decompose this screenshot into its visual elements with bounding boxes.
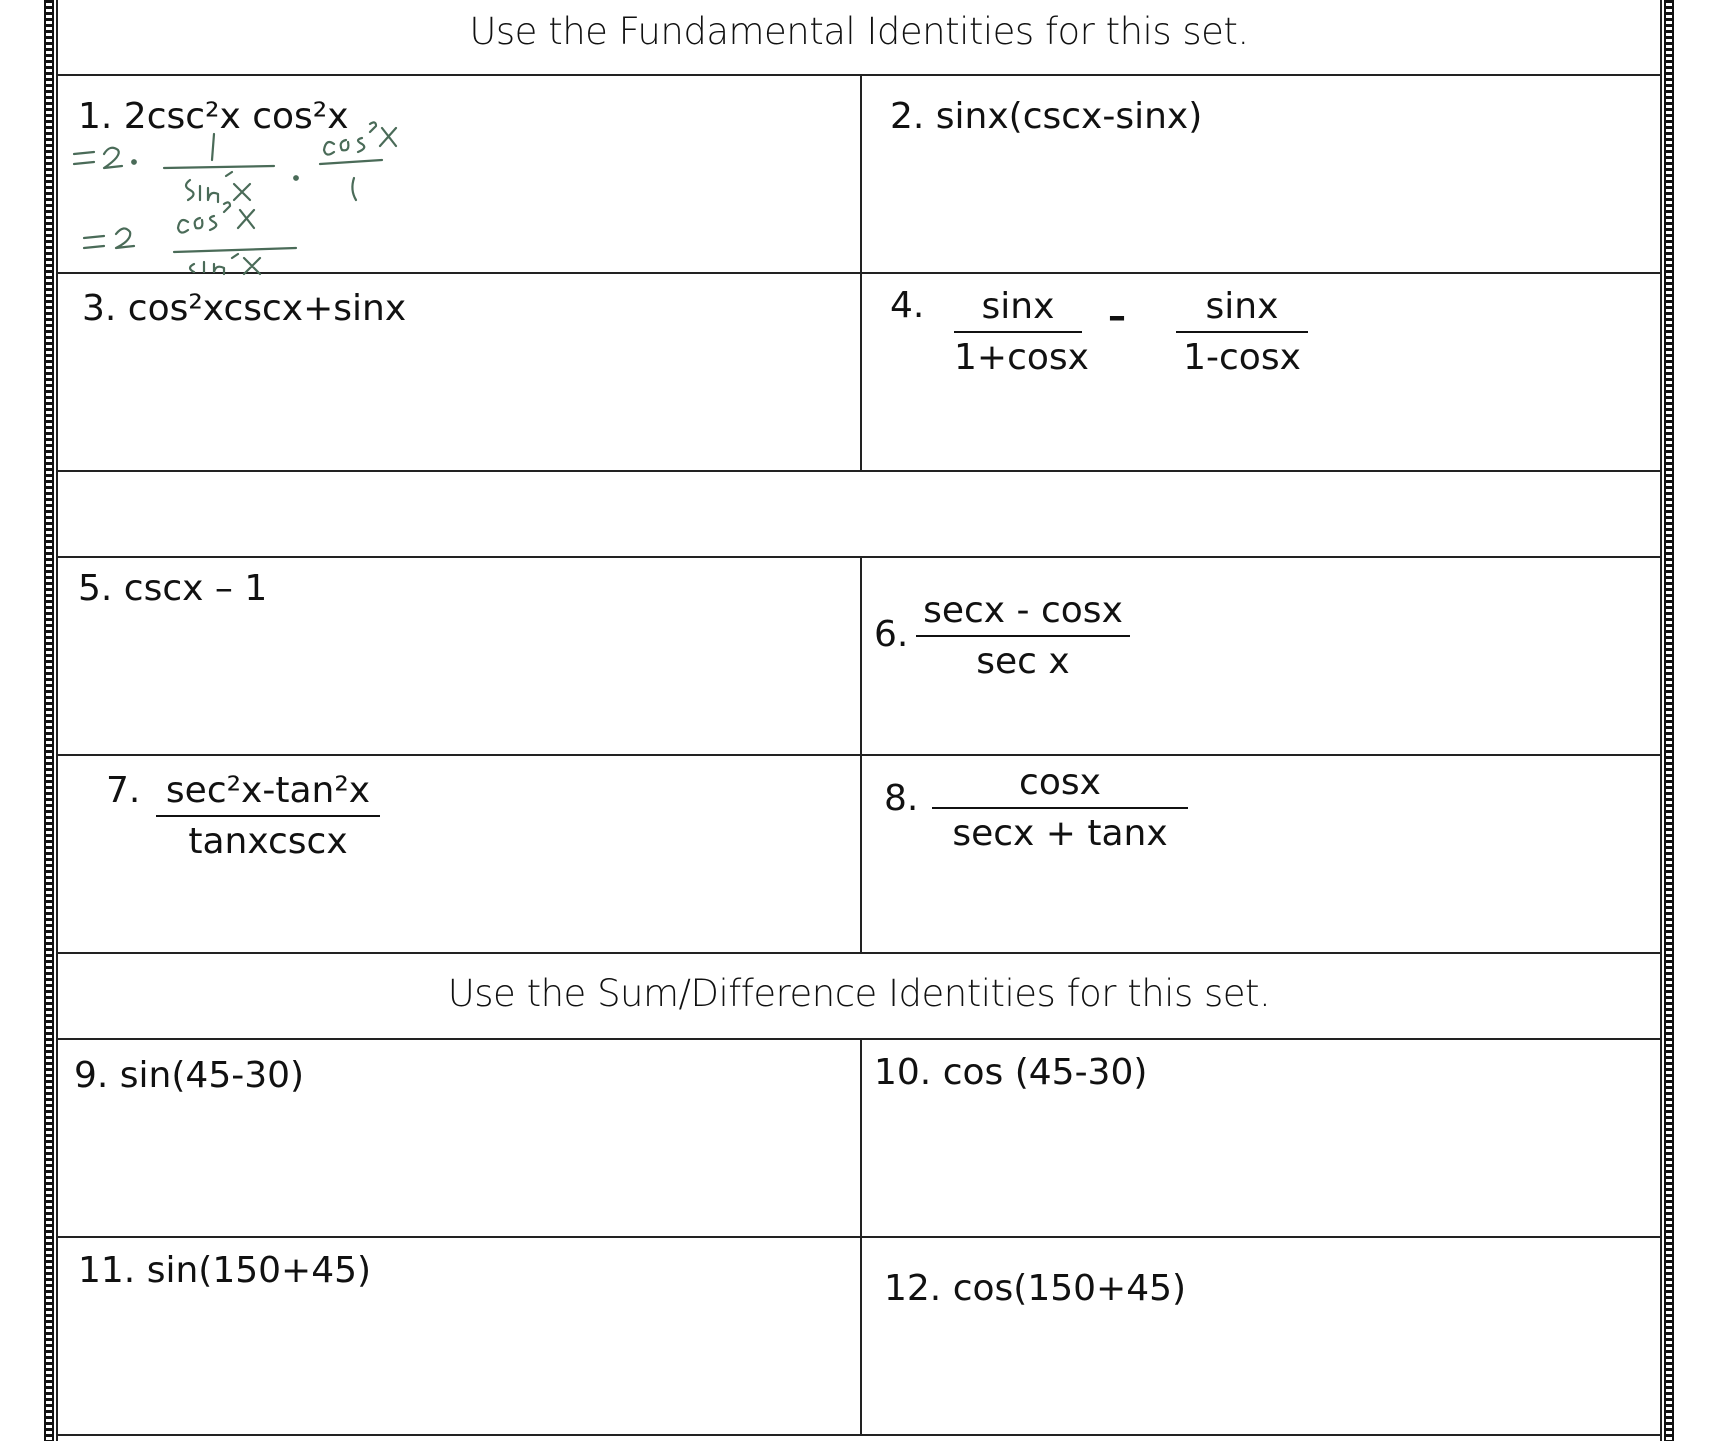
column-divider	[860, 1038, 862, 1436]
fraction-denominator: 1+cosx	[954, 337, 1089, 378]
problem-4-operator: –	[1108, 296, 1126, 337]
row-divider	[56, 1038, 1662, 1040]
problem-1: 1. 2csc²x cos²x	[78, 96, 349, 137]
grid-right-edge	[1660, 0, 1662, 1441]
sin2x-stroke	[186, 172, 250, 202]
section-header-fundamental: Use the Fundamental Identities for this set.	[469, 10, 1249, 53]
problem-3: 3. cos²xcscx+sinx	[82, 288, 407, 329]
fraction-bar	[916, 635, 1130, 637]
handwritten-work	[64, 118, 484, 278]
fraction-bar	[932, 807, 1188, 809]
left-page-border	[44, 0, 54, 1441]
sin2x-stroke	[190, 254, 260, 274]
numeral-1-stroke	[352, 178, 356, 200]
equals-sign-stroke	[74, 152, 94, 164]
numeral-1-stroke	[212, 134, 214, 160]
grid-left-edge	[56, 0, 58, 1441]
column-divider	[860, 74, 862, 472]
fraction-denominator: sec x	[976, 641, 1070, 682]
fraction-numerator: secx - cosx	[923, 590, 1123, 631]
worksheet-grid	[56, 0, 1662, 1441]
problem-8-number: 8.	[884, 778, 919, 819]
right-page-border	[1664, 0, 1674, 1441]
digit-2-stroke	[116, 228, 134, 248]
problem-4-fraction-1	[954, 286, 1089, 378]
fraction-bar-stroke	[164, 166, 274, 168]
fraction-denominator: secx + tanx	[952, 813, 1168, 854]
row-divider	[56, 470, 1662, 472]
cos2x-stroke	[324, 122, 396, 154]
row-divider	[56, 556, 1662, 558]
cos2x-stroke	[178, 202, 254, 232]
problem-12: 12. cos(150+45)	[884, 1268, 1187, 1309]
row-divider	[56, 754, 1662, 756]
problem-4-number: 4.	[890, 285, 925, 326]
problem-8-fraction	[932, 762, 1188, 854]
fraction-bar	[1176, 331, 1308, 333]
fraction-bar-stroke	[320, 160, 382, 164]
fraction-numerator: sinx	[1205, 286, 1279, 327]
column-divider	[860, 556, 862, 954]
problem-7-number: 7.	[106, 770, 141, 811]
fraction-denominator: 1-cosx	[1183, 337, 1301, 378]
fraction-numerator: sec²x-tan²x	[165, 770, 371, 811]
problem-5: 5. cscx – 1	[78, 568, 268, 609]
fraction-numerator: cosx	[1019, 762, 1101, 803]
digit-2-stroke	[104, 148, 122, 168]
fraction-bar	[156, 815, 380, 817]
problem-9: 9. sin(45-30)	[74, 1055, 305, 1096]
row-divider	[56, 1236, 1662, 1238]
fraction-bar-stroke	[174, 248, 296, 252]
fraction-bar	[954, 331, 1082, 333]
row-divider	[56, 74, 1662, 76]
problem-7-fraction	[156, 770, 380, 862]
problem-6-number: 6.	[874, 614, 909, 655]
fraction-numerator: sinx	[981, 286, 1055, 327]
row-divider	[56, 952, 1662, 954]
row-divider	[56, 1434, 1662, 1436]
section-header-sum-difference: Use the Sum/Difference Identities for this set.	[447, 972, 1271, 1015]
problem-4-fraction-2	[1176, 286, 1308, 378]
problem-10: 10. cos (45-30)	[874, 1052, 1148, 1093]
fraction-denominator: tanxcscx	[188, 821, 348, 862]
problem-2: 2. sinx(cscx-sinx)	[890, 96, 1203, 137]
problem-6-fraction	[916, 590, 1130, 682]
problem-11: 11. sin(150+45)	[78, 1250, 372, 1291]
equals-sign-stroke	[84, 236, 104, 248]
